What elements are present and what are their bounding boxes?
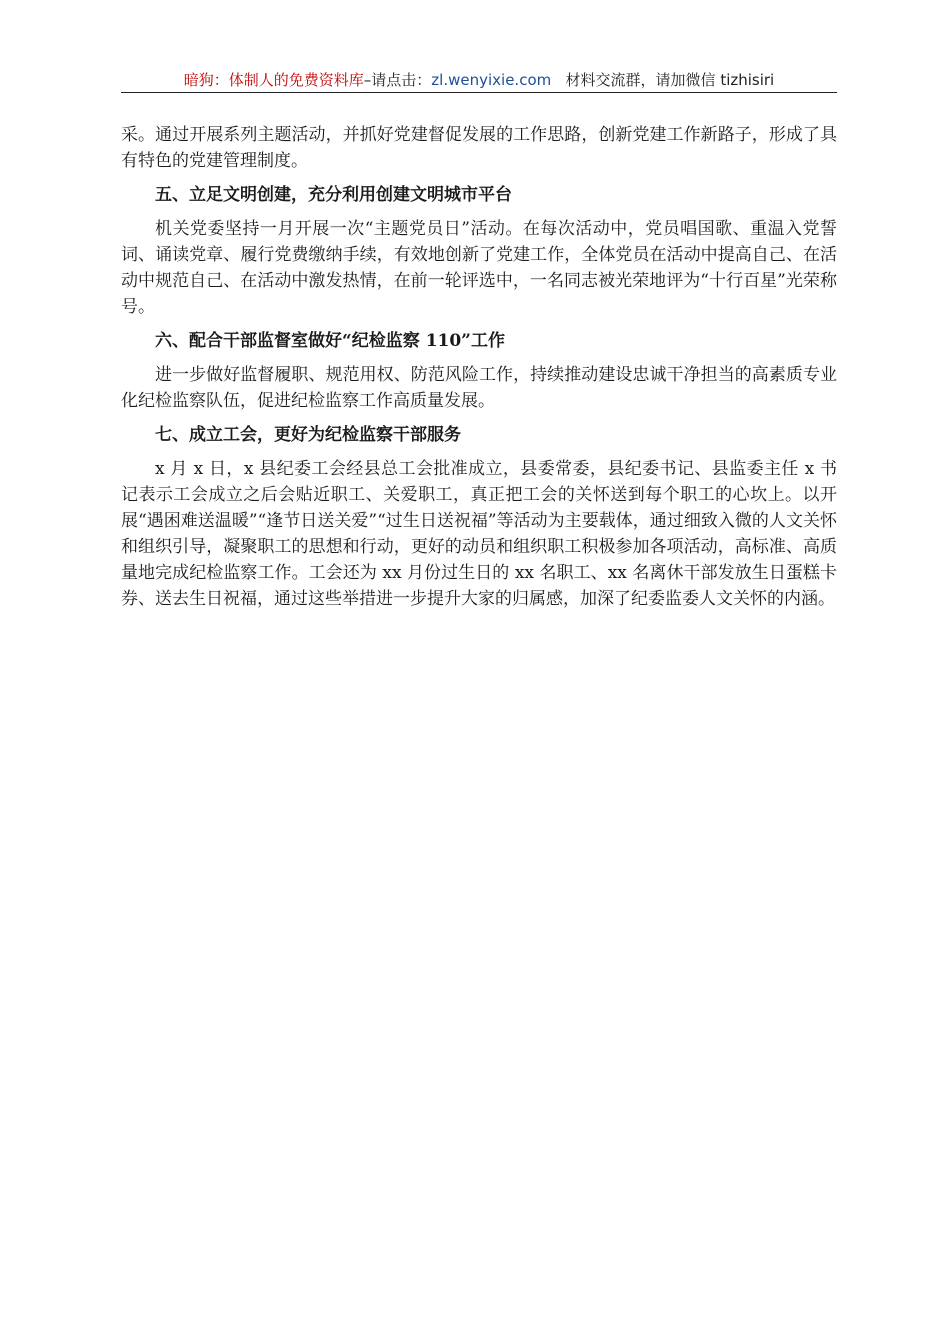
site-url-link[interactable]: zl.wenyixie.com xyxy=(431,71,552,89)
click-prefix: –请点击： xyxy=(363,71,432,89)
section-heading: 六、配合干部监督室做好“纪检监察 110”工作 xyxy=(155,331,505,351)
section-paragraph: 进一步做好监督履职、规范用权、防范风险工作，持续推动建设忠诚干净担当的高素质专业化纪检监察队伍，促进纪检监察工作高质量发展。 xyxy=(121,365,837,411)
wechat-note: 材料交流群，请加微信 tizhisiri xyxy=(565,71,775,89)
continuation-paragraph: 采。通过开展系列主题活动，并抓好党建督促发展的工作思路，创新党建工作新路子，形成了具有特色的党建管理制度。 xyxy=(121,125,837,171)
document-body xyxy=(121,122,837,612)
page-header xyxy=(121,68,837,93)
section-heading: 七、成立工会，更好为纪检监察干部服务 xyxy=(155,425,461,445)
section-paragraph: 机关党委坚持一月开展一次“主题党员日”活动。在每次活动中，党员唱国歌、重温入党誓词、诵读党章、履行党费缴纳手续，有效地创新了党建工作，全体党员在活动中提高自己、在活动中规范自己、在活动中激发热情，在前一轮评选中，一名同志被光荣地评为“十行百星”光荣称号。 xyxy=(121,219,837,317)
section-paragraph: x 月 x 日，x 县纪委工会经县总工会批准成立，县委常委，县纪委书记、县监委主任 x 书记表示工会成立之后会贴近职工、关爱职工，真正把工会的关怀送到每个职工的心坎上。以开展“遇困难送温暖”“逢节日送关爱”“过生日送祝福”等活动为主要载体，通过细致入微的人文关怀和组织引导，凝聚职工的思想和行动，更好的动员和组织职工积极参加各项活动，高标准、高质量地完成纪检监察工作。工会还为 xx 月份过生日的 xx 名职工、xx 名离休干部发放生日蛋糕卡券、送去生日祝福，通过这些举措进一步提升大家的归属感，加深了纪委监委人文关怀的内涵。 xyxy=(121,459,837,609)
site-name: 暗狗：体制人的免费资料库 xyxy=(183,71,364,89)
section-heading: 五、立足文明创建，充分利用创建文明城市平台 xyxy=(155,185,512,205)
